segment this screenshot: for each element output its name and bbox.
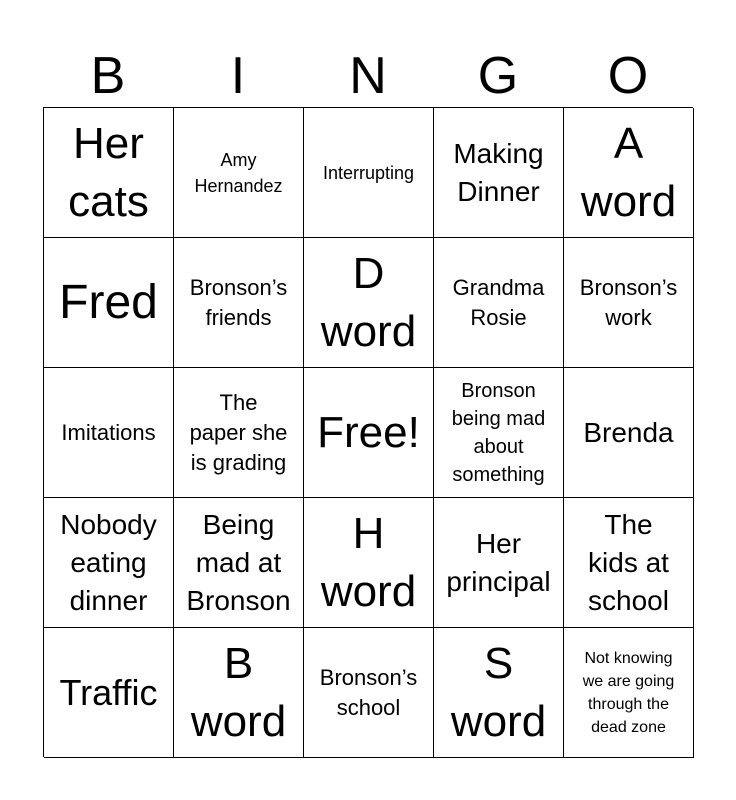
bingo-cell[interactable]: Interrupting — [304, 108, 434, 238]
bingo-cell[interactable]: S word — [434, 628, 564, 758]
bingo-cell[interactable]: Imitations — [44, 368, 174, 498]
bingo-cell[interactable]: D word — [304, 238, 434, 368]
bingo-cell[interactable]: Nobody eating dinner — [44, 498, 174, 628]
bingo-header — [43, 44, 693, 108]
bingo-cell[interactable]: B word — [174, 628, 304, 758]
bingo-cell[interactable]: The kids at school — [564, 498, 694, 628]
header-letter-o: O — [607, 47, 649, 105]
bingo-cell[interactable]: Traffic — [44, 628, 174, 758]
bingo-cell[interactable]: Bronson’s work — [564, 238, 694, 368]
bingo-cell[interactable]: Her principal — [434, 498, 564, 628]
bingo-cell[interactable]: A word — [564, 108, 694, 238]
bingo-cell[interactable]: Her cats — [44, 108, 174, 238]
bingo-cell[interactable]: Not knowing we are going through the dead zone — [564, 628, 694, 758]
bingo-cell[interactable]: Amy Hernandez — [174, 108, 304, 238]
bingo-cell[interactable]: Grandma Rosie — [434, 238, 564, 368]
header-letter-b: B — [90, 47, 126, 105]
header-letter-n: N — [349, 47, 387, 105]
bingo-cell[interactable]: Being mad at Bronson — [174, 498, 304, 628]
bingo-cell[interactable]: The paper she is grading — [174, 368, 304, 498]
bingo-cell[interactable]: Free! — [304, 368, 434, 498]
bingo-cell[interactable]: Brenda — [564, 368, 694, 498]
bingo-cell[interactable]: Bronson being mad about something — [434, 368, 564, 498]
bingo-cell[interactable]: Fred — [44, 238, 174, 368]
bingo-cell[interactable]: Bronson’s school — [304, 628, 434, 758]
header-letter-g: G — [477, 47, 519, 105]
header-letter-i: I — [230, 47, 246, 105]
bingo-cell[interactable]: Making Dinner — [434, 108, 564, 238]
bingo-cell[interactable]: H word — [304, 498, 434, 628]
bingo-grid — [43, 107, 693, 757]
bingo-cell[interactable]: Bronson’s friends — [174, 238, 304, 368]
